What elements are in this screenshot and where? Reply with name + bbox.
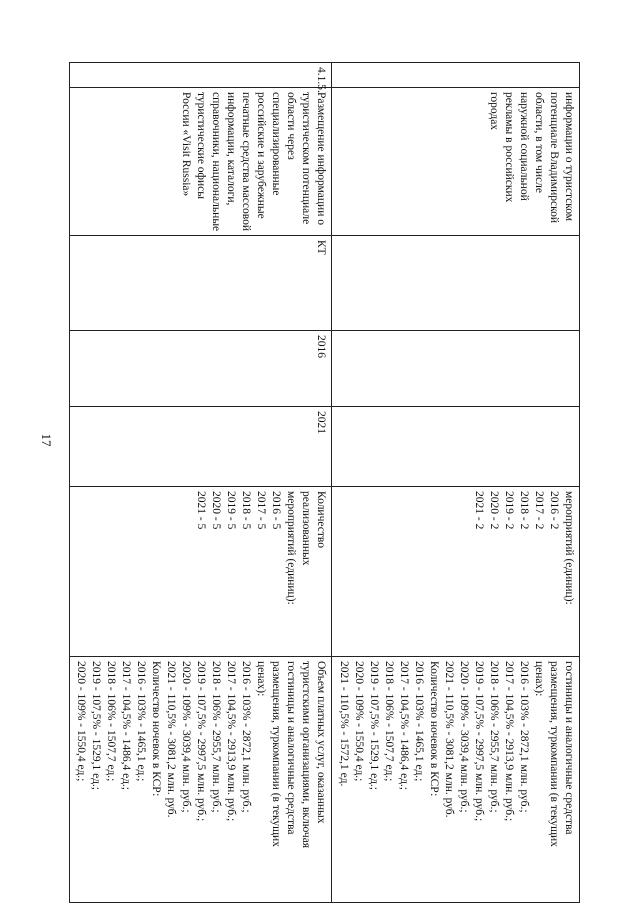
- text-line: ценах):: [533, 661, 545, 697]
- text-line: 2021 - 2: [473, 491, 485, 530]
- text-line: области, в том числе: [533, 92, 545, 193]
- text-line: 2017 - 104,5% - 2913,9 млн. руб.;: [503, 661, 515, 822]
- start-year-cell: [332, 331, 580, 407]
- text-line: 2020 - 109% - 3039,4 млн. руб.;: [458, 661, 470, 813]
- text-line: Объем платных услуг, оказанных: [315, 661, 327, 824]
- text-line: области через: [285, 92, 297, 160]
- text-line: Количество ночевок в КСР:: [428, 661, 440, 797]
- text-line: потенциале Владимирской: [548, 92, 560, 223]
- text-line: туристическом потенциале: [300, 92, 312, 225]
- end-year-cell: [332, 407, 580, 487]
- text-line: 2018 - 2: [518, 491, 530, 530]
- text-line: 2018 - 106% - 1507,7 ед.;: [383, 661, 395, 782]
- text-line: туристические офисы: [195, 92, 207, 199]
- text-line: Количество: [315, 491, 327, 548]
- end-year-cell: 2021: [70, 407, 332, 487]
- text-line: мероприятий (единиц):: [563, 491, 575, 605]
- indicator-cell: [332, 487, 580, 657]
- target-values-cell: [70, 657, 332, 903]
- text-line: рекламы в российских: [503, 92, 515, 203]
- text-line: России «Visit Russia»: [180, 92, 192, 197]
- text-line: российские и зарубежные: [255, 92, 267, 219]
- text-line: специализированные: [270, 92, 282, 196]
- text-line: 2017 - 5: [255, 491, 267, 530]
- indicator-cell: [70, 487, 332, 657]
- text-line: 2018 - 106% - 2955,7 млн. руб.;: [210, 661, 222, 813]
- text-line: 2021 - 110,5% - 1572,1 ед.: [338, 661, 350, 787]
- text-line: 2019 - 107,5% - 1529,1 ед.;: [90, 661, 102, 790]
- text-line: гостиницы и аналогичные средства: [563, 661, 575, 835]
- text-line: 2017 - 2: [533, 491, 545, 530]
- text-line: 2018 - 106% - 1507,7 ед.;: [105, 661, 117, 782]
- text-line: 2019 - 107,5% - 2997,5 млн. руб.;: [195, 661, 207, 822]
- text-line: 2016 - 103% - 1465,1 ед.;: [135, 661, 147, 782]
- text-line: 2020 - 2: [488, 491, 500, 530]
- responsible-cell: [332, 236, 580, 331]
- event-name-cell: [70, 88, 332, 236]
- text-line: 2016 - 103% - 1465,1 ед.;: [413, 661, 425, 782]
- target-values-cell: [332, 657, 580, 903]
- text-line: 2016 - 5: [270, 491, 282, 530]
- text-line: 2019 - 2: [503, 491, 515, 530]
- page-number: 17: [39, 433, 54, 447]
- text-line: Размещение информации о: [315, 92, 327, 225]
- row-number-cell: [332, 63, 580, 88]
- text-line: 2018 - 106% - 2955,7 млн. руб.;: [488, 661, 500, 813]
- text-line: ценах):: [255, 661, 267, 697]
- text-line: наружной социальной: [518, 92, 530, 201]
- text-line: 2018 - 5: [240, 491, 252, 530]
- text-line: информации о туристском: [563, 92, 575, 222]
- text-line: городах: [488, 92, 500, 131]
- text-line: 2017 - 104,5% - 1486,4 ед.;: [398, 661, 410, 790]
- text-line: 2019 - 107,5% - 2997,5 млн. руб.;: [473, 661, 485, 822]
- row-number-cell: 4.1.5.: [70, 63, 332, 88]
- text-line: 2021 - 5: [195, 491, 207, 530]
- table-row: [70, 63, 332, 903]
- responsible-cell: КТ: [70, 236, 332, 331]
- text-line: 2016 - 2: [548, 491, 560, 530]
- text-line: Количество ночевок в КСР:: [150, 661, 162, 797]
- text-line: туристскими организациями, включая: [300, 661, 312, 849]
- text-line: реализованных: [300, 491, 312, 566]
- text-line: гостиницы и аналогичные средства: [285, 661, 297, 835]
- rotated-page: [72, 62, 580, 902]
- text-line: справочники, национальные: [210, 92, 222, 232]
- text-line: 2021 - 110,5% - 3081,2 млн. руб.: [443, 661, 455, 818]
- start-year-cell: 2016: [70, 331, 332, 407]
- text-line: печатные средства массовой: [240, 92, 252, 232]
- text-line: информации, каталоги,: [225, 92, 237, 206]
- text-line: 2019 - 107,5% - 1529,1 ед.;: [368, 661, 380, 790]
- text-line: 2017 - 104,5% - 1486,4 ед.;: [120, 661, 132, 790]
- text-line: мероприятий (единиц):: [285, 491, 297, 605]
- text-line: 2020 - 109% - 1550,4 ед.;: [353, 661, 365, 782]
- text-line: 2017 - 104,5% - 2913,9 млн. руб.;: [225, 661, 237, 822]
- table-row: [332, 63, 580, 903]
- text-line: 2020 - 109% - 1550,4 ед.;: [75, 661, 87, 782]
- text-line: 2016 - 103% - 2872,1 млн. руб.;: [240, 661, 252, 813]
- text-line: размещения, туркомпании (в текущих: [548, 661, 560, 847]
- text-line: 2020 - 5: [210, 491, 222, 530]
- text-line: 2020 - 109% - 3039,4 млн. руб.;: [180, 661, 192, 813]
- event-name-cell: [332, 88, 580, 236]
- text-line: 2021 - 110,5% - 3081,2 млн. руб.: [165, 661, 177, 818]
- program-table: [69, 62, 580, 903]
- text-line: 2019 - 5: [225, 491, 237, 530]
- text-line: размещения, туркомпании (в текущих: [270, 661, 282, 847]
- text-line: 2016 - 103% - 2872,1 млн. руб.;: [518, 661, 530, 813]
